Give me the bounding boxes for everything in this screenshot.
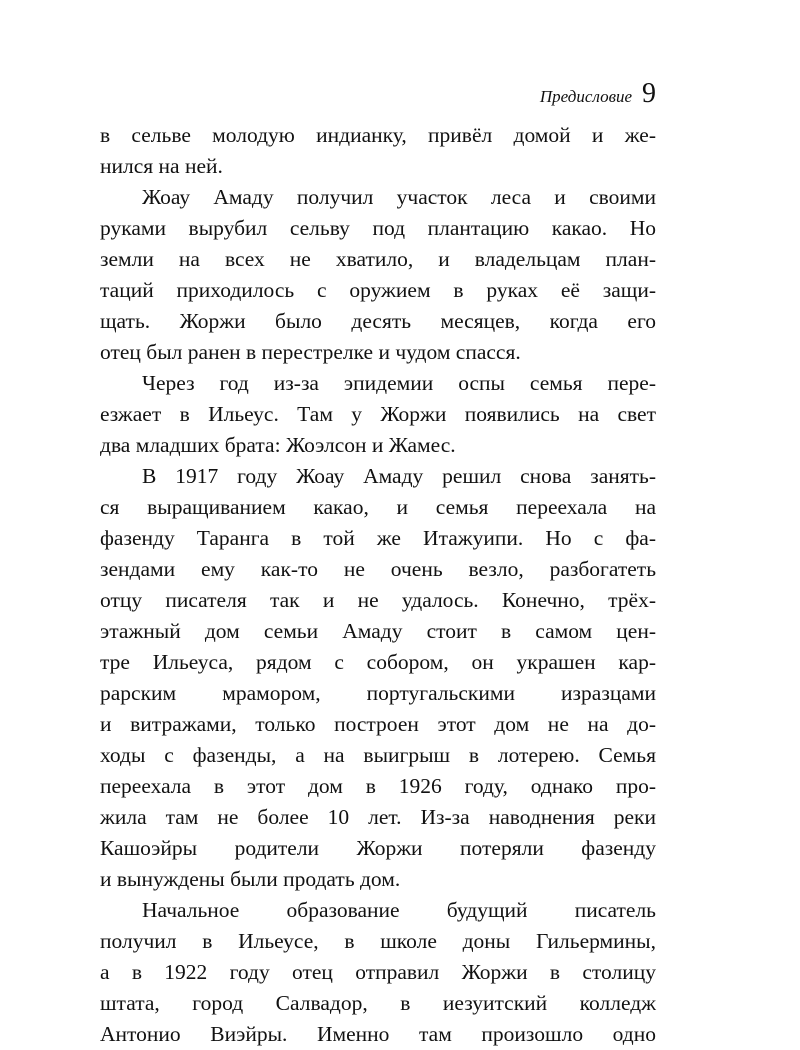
text-line: отцу писателя так и не удалось. Конечно, трёх- [100,588,656,612]
text-line: получил в Ильеусе, в школе доны Гильермины, [100,929,656,953]
text-line: рарским мрамором, португальскими изразцами [100,681,656,705]
text-line: езжает в Ильеус. Там у Жоржи появились на свет [100,402,656,426]
page-number: 9 [642,78,656,109]
text-line: а в 1922 году отец отправил Жоржи в столицу [100,960,656,984]
running-title: Предисловие [539,87,632,106]
text-line: Начальное образование будущий писатель [142,898,656,922]
text-line: два младших брата: Жоэлсон и Жамес. [100,433,456,457]
text-line: нился на ней. [100,154,223,178]
text-line: в сельве молодую индианку, привёл домой и же- [100,123,656,147]
text-line: Кашоэйры родители Жоржи потеряли фазенду [100,836,656,860]
text-line: Жоау Амаду получил участок леса и своими [142,185,656,209]
running-head [100,78,656,110]
text-line: Через год из-за эпидемии оспы семья пере- [142,371,656,395]
text-line: щать. Жоржи было десять месяцев, когда его [100,309,656,333]
text-line: таций приходилось с оружием в руках её защи- [100,278,656,302]
text-line: зендами ему как-то не очень везло, разбогатеть [100,557,656,581]
text-line: жила там не более 10 лет. Из-за наводнения реки [100,805,656,829]
text-line: штата, город Салвадор, в иезуитский колледж [100,991,656,1015]
text-line: ходы с фазенды, а на выигрыш в лотерею. Семья [100,743,656,767]
text-line: Антонио Виэйры. Именно там произошло одно [100,1022,656,1046]
text-line: и вынуждены были продать дом. [100,867,401,891]
text-line: В 1917 году Жоау Амаду решил снова занять- [142,464,656,488]
text-line: ся выращиванием какао, и семья переехала на [100,495,656,519]
text-line: руками вырубил сельву под плантацию какао. Но [100,216,656,240]
body-text [100,120,656,1050]
text-line: и витражами, только построен этот дом не на до- [100,712,656,736]
text-line: тре Ильеуса, рядом с собором, он украшен кар- [100,650,656,674]
text-line: земли на всех не хватило, и владельцам план- [100,247,656,271]
text-line: отец был ранен в перестрелке и чудом спасся. [100,340,521,364]
text-line: этажный дом семьи Амаду стоит в самом цен- [100,619,656,643]
text-line: переехала в этот дом в 1926 году, однако про- [100,774,656,798]
text-line: фазенду Таранга в той же Итажуипи. Но с фа- [100,526,656,550]
